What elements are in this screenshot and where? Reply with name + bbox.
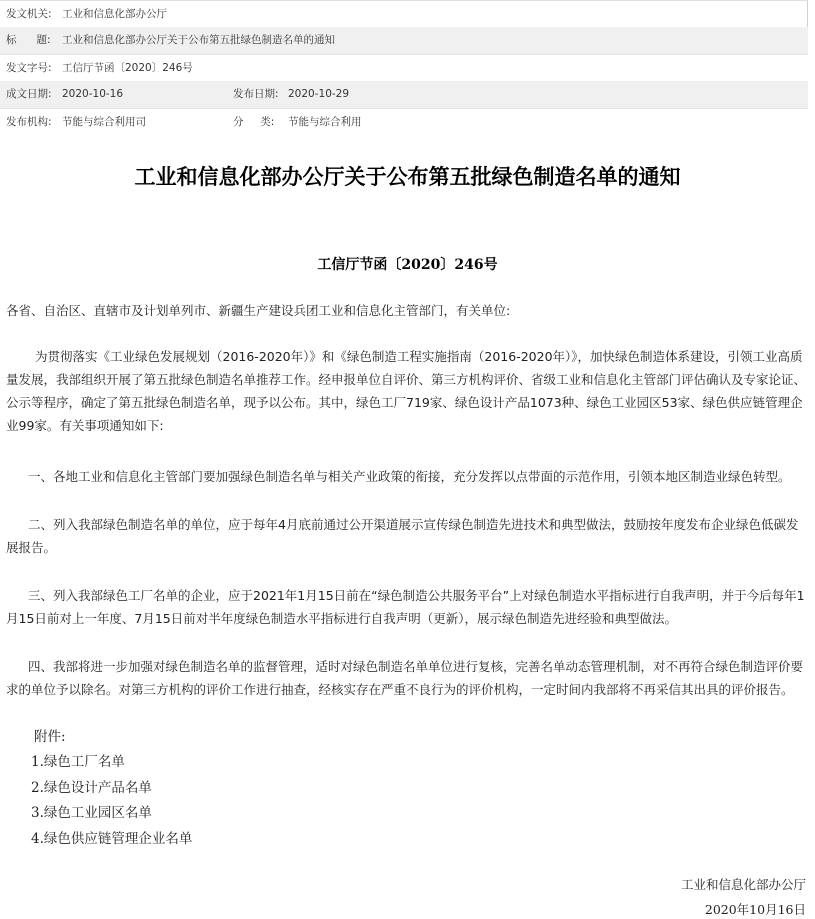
item-1-paragraph: 一、各地工业和信息化主管部门要加强绿色制造名单与相关产业政策的衔接，充分发挥以点带面的示范作用，引领本地区制造业绿色转型。 — [28, 469, 791, 484]
attachment-link-4[interactable]: 4.绿色供应链管理企业名单 — [31, 831, 193, 847]
item-3-paragraph: 三、列入我部绿色工厂名单的企业，应于2021年1月15日前在“绿色制造公共服务平台”上对绿色制造水平指标进行自我声明，并于今后每年1月15日前对上一年度、7月15日前对半年度绿色制造水平指标进行自我声明（更新），展示绿色制造先进经验和典型做法。 — [6, 588, 805, 626]
item-2-paragraph: 二、列入我部绿色制造名单的单位，应于每年4月底前通过公开渠道展示宣传绿色制造先进技术和典型做法，鼓励按年度发布企业绿色低碳发展报告。 — [6, 517, 799, 555]
published-label: 发布日期: — [233, 88, 279, 101]
org-value: 节能与综合利用司 — [62, 115, 146, 128]
docno-value: 工信厅节函〔2020〕246号 — [62, 61, 193, 74]
intro-paragraph: 为贯彻落实《工业绿色发展规划（2016-2020年）》和《绿色制造工程实施指南（2016-2020年）》，加快绿色制造体系建设，引领工业高质量发展，我部组织开展了第五批绿色制造名单推荐工作。经申报单位自评价、第三方机构评价、省级工业和信息化主管部门评估确认及专家论证、公示等程序，确定了第五批绿色制造名单，现予以公布。其中，绿色工厂719家、绿色设计产品1073种、绿色工业园区53家、绿色供应链管理企业99家。有关事项通知如下: — [6, 349, 807, 433]
metadata-row-dates — [0, 81, 808, 108]
attachment-link-1[interactable]: 1.绿色工厂名单 — [31, 754, 125, 770]
published-value: 2020-10-29 — [288, 88, 350, 101]
item-4-paragraph: 四、我部将进一步加强对绿色制造名单的监督管理，适时对绿色制造名单单位进行复核，完善名单动态管理机制，对不再符合绿色制造评价要求的单位予以除名。对第三方机构的评价工作进行抽查，经核实存在严重不良行为的评价机构，一定时间内我部将不再采信其出具的评价报告。 — [6, 659, 804, 697]
title-label: 标 题: — [6, 34, 51, 47]
created-label: 成文日期: — [6, 88, 52, 101]
document-title: 工业和信息化部办公厅关于公布第五批绿色制造名单的通知 — [134, 165, 681, 189]
metadata-row-docno — [0, 55, 808, 81]
metadata-row-title — [0, 27, 808, 54]
category-label: 分 类: — [233, 115, 275, 128]
signature-date: 2020年10月16日 — [704, 902, 806, 917]
category-value: 节能与综合利用 — [288, 115, 362, 128]
attachment-link-3[interactable]: 3.绿色工业园区名单 — [31, 805, 152, 821]
recipients-paragraph: 各省、自治区、直辖市及计划单列市、新疆生产建设兵团工业和信息化主管部门，有关单位: — [6, 303, 511, 318]
created-value: 2020-10-16 — [62, 88, 124, 101]
metadata-table — [0, 0, 808, 135]
document-number: 工信厅节函〔2020〕246号 — [317, 257, 498, 273]
docno-label: 发文字号: — [6, 61, 52, 74]
signature: 工业和信息化部办公厅 — [680, 877, 806, 892]
metadata-row-issuer — [0, 0, 808, 27]
attachment-link-2[interactable]: 2.绿色设计产品名单 — [31, 780, 152, 796]
issuer-value: 工业和信息化部办公厅 — [62, 8, 167, 20]
attachments-label: 附件: — [34, 729, 66, 745]
issuer-label: 发文机关: — [6, 8, 52, 20]
org-label: 发布机构: — [6, 115, 52, 128]
title-value: 工业和信息化部办公厅关于公布第五批绿色制造名单的通知 — [62, 34, 335, 47]
metadata-row-org — [0, 109, 808, 135]
